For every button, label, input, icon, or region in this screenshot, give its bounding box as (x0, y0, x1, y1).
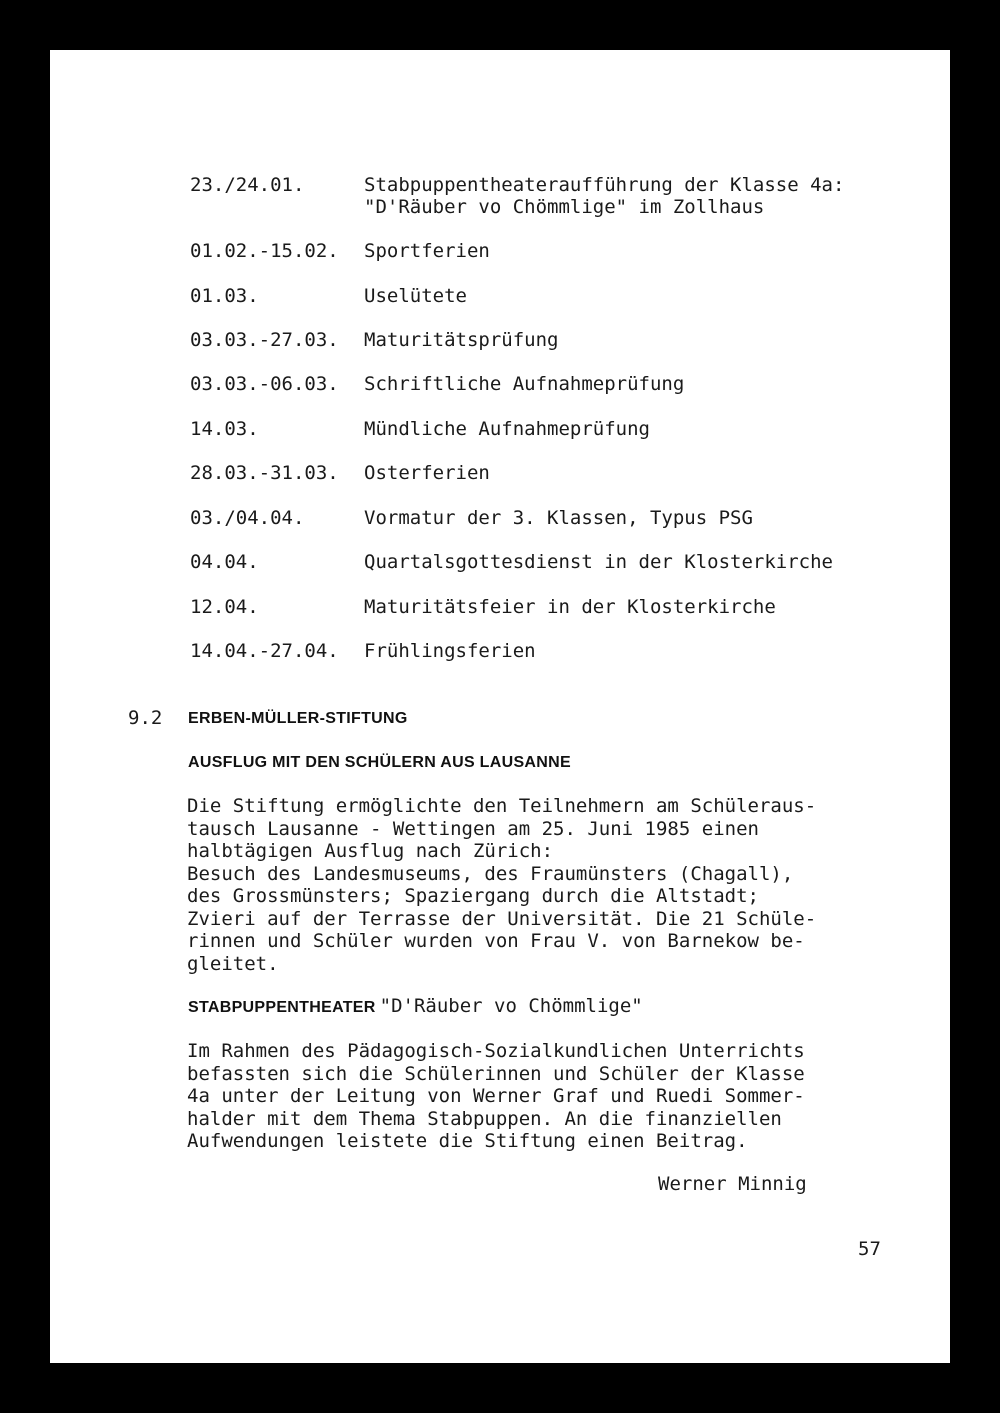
schedule-event: Quartalsgottesdienst in der Klosterkirche (364, 551, 833, 573)
paragraph-line: halbtägigen Ausflug nach Zürich: (187, 840, 554, 862)
schedule-date: 12.04. (190, 596, 259, 618)
schedule-date: 01.03. (190, 285, 259, 307)
schedule-event: Vormatur der 3. Klassen, Typus PSG (364, 507, 753, 529)
schedule-date: 14.04.-27.04. (190, 640, 339, 662)
paragraph-line: rinnen und Schüler wurden von Frau V. von Barnekow be- (187, 930, 805, 952)
puppet-theatre-paragraph (187, 1040, 907, 1153)
schedule-event: Stabpuppentheateraufführung der Klasse 4a: (364, 174, 845, 196)
puppet-theatre-heading-title: "D'Räuber vo Chömmlige" (379, 995, 643, 1017)
schedule-date: 14.03. (190, 418, 259, 440)
schedule-event: Uselütete (364, 285, 467, 307)
paragraph-line: 4a unter der Leitung von Werner Graf und Ruedi Sommer- (187, 1085, 805, 1107)
schedule-event-continuation: "D'Räuber vo Chömmlige" im Zollhaus (364, 196, 765, 218)
puppet-theatre-heading (188, 995, 643, 1017)
schedule-date: 03./04.04. (190, 507, 305, 529)
schedule-date: 04.04. (190, 551, 259, 573)
signature: Werner Minnig (658, 1173, 807, 1195)
schedule-event: Maturitätsprüfung (364, 329, 559, 351)
paragraph-line: Im Rahmen des Pädagogisch-Sozialkundlichen Unterrichts (187, 1040, 805, 1062)
schedule-date: 03.03.-27.03. (190, 329, 339, 351)
paragraph-line: des Grossmünsters; Spaziergang durch die Altstadt; (187, 885, 759, 907)
schedule-date: 03.03.-06.03. (190, 373, 339, 395)
schedule-date: 01.02.-15.02. (190, 240, 339, 262)
schedule-event: Maturitätsfeier in der Klosterkirche (364, 596, 776, 618)
excursion-heading: AUSFLUG MIT DEN SCHÜLERN AUS LAUSANNE (188, 754, 571, 771)
section-number: 9.2 (128, 707, 163, 729)
page-number: 57 (858, 1238, 881, 1260)
section-title: ERBEN-MÜLLER-STIFTUNG (188, 710, 408, 727)
paragraph-line: Besuch des Landesmuseums, des Fraumünsters (Chagall), (187, 862, 794, 885)
paragraph-line: Zvieri auf der Terrasse der Universität. Die 21 Schüle- (187, 907, 817, 930)
paragraph-line: halder mit dem Thema Stabpuppen. An die finanziellen (187, 1107, 782, 1130)
paragraph-line: gleitet. (187, 952, 279, 975)
paragraph-line: Die Stiftung ermöglichte den Teilnehmern am Schüleraus- (187, 795, 817, 817)
schedule-date: 28.03.-31.03. (190, 462, 339, 484)
schedule-event: Sportferien (364, 240, 490, 262)
paragraph-line: befassten sich die Schülerinnen und Schüler der Klasse (187, 1062, 805, 1085)
paragraph-line: Aufwendungen leistete die Stiftung einen Beitrag. (187, 1130, 748, 1152)
schedule-date: 23./24.01. (190, 174, 305, 196)
schedule-event: Frühlingsferien (364, 640, 536, 662)
paragraph-line: tausch Lausanne - Wettingen am 25. Juni 1985 einen (187, 817, 759, 840)
schedule-event: Osterferien (364, 462, 490, 484)
schedule-event: Mündliche Aufnahmeprüfung (364, 418, 650, 440)
document-page (50, 50, 950, 1363)
schedule-event: Schriftliche Aufnahmeprüfung (364, 373, 685, 395)
puppet-theatre-heading-bold: STABPUPPENTHEATER (188, 999, 376, 1016)
excursion-paragraph (187, 795, 907, 975)
